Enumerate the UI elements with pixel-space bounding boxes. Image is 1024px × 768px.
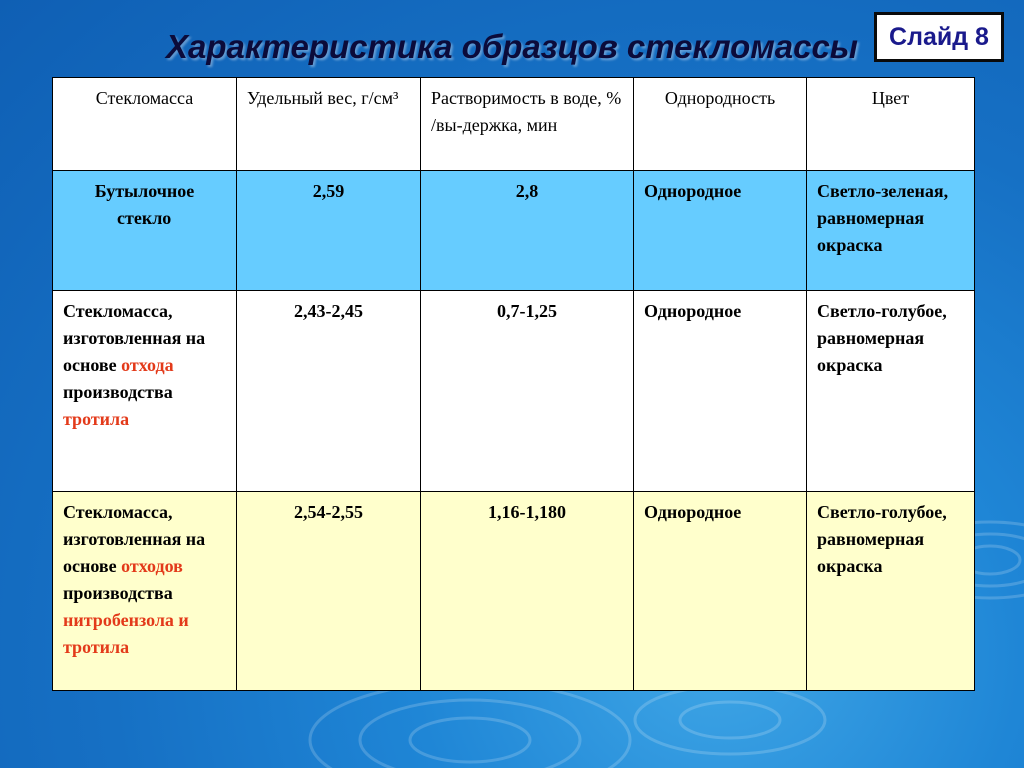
material-name-cell xyxy=(53,171,237,291)
color-cell: Светло-зеленая, равномерная окраска xyxy=(807,171,975,291)
material-name-highlight: нитробензола и тротила xyxy=(63,610,189,657)
material-name-text: производства xyxy=(63,382,173,402)
material-name-text: производства xyxy=(63,583,173,603)
material-name-text: Стекломасса, изготовленная на основе xyxy=(63,301,206,375)
material-name-highlight: отхода xyxy=(121,355,174,375)
material-name-highlight: тротила xyxy=(63,409,130,429)
table-header-row xyxy=(53,78,975,171)
material-name-cell xyxy=(53,492,237,691)
material-name-cell xyxy=(53,291,237,492)
density-cell: 2,59 xyxy=(237,171,421,291)
header-cell: Цвет xyxy=(807,78,975,171)
material-name-line: Бутылочное xyxy=(94,181,195,201)
color-cell: Светло-голубое, равномерная окраска xyxy=(807,492,975,691)
homogeneity-cell: Однородное xyxy=(634,171,807,291)
glass-properties-table xyxy=(52,77,975,691)
solubility-cell: 2,8 xyxy=(421,171,634,291)
slide-title: Характеристика образцов стекломассы xyxy=(165,28,858,65)
table-row xyxy=(53,492,975,691)
header-cell: Стекломасса xyxy=(53,78,237,171)
density-cell: 2,43-2,45 xyxy=(237,291,421,492)
header-cell: Удельный вес, г/см³ xyxy=(237,78,421,171)
density-cell: 2,54-2,55 xyxy=(237,492,421,691)
table-row xyxy=(53,171,975,291)
header-cell: Однородность xyxy=(634,78,807,171)
homogeneity-cell: Однородное xyxy=(634,492,807,691)
material-name-line: стекло xyxy=(117,208,172,228)
color-cell: Светло-голубое, равномерная окраска xyxy=(807,291,975,492)
table-row xyxy=(53,291,975,492)
slide-number-badge: Слайд 8 xyxy=(874,12,1004,62)
material-name-highlight: отходов xyxy=(121,556,183,576)
solubility-cell: 0,7-1,25 xyxy=(421,291,634,492)
material-name-text: Стекломасса, изготовленная на основе xyxy=(63,502,206,576)
solubility-cell: 1,16-1,180 xyxy=(421,492,634,691)
homogeneity-cell: Однородное xyxy=(634,291,807,492)
header-cell: Растворимость в воде, % /вы-держка, мин xyxy=(421,78,634,171)
